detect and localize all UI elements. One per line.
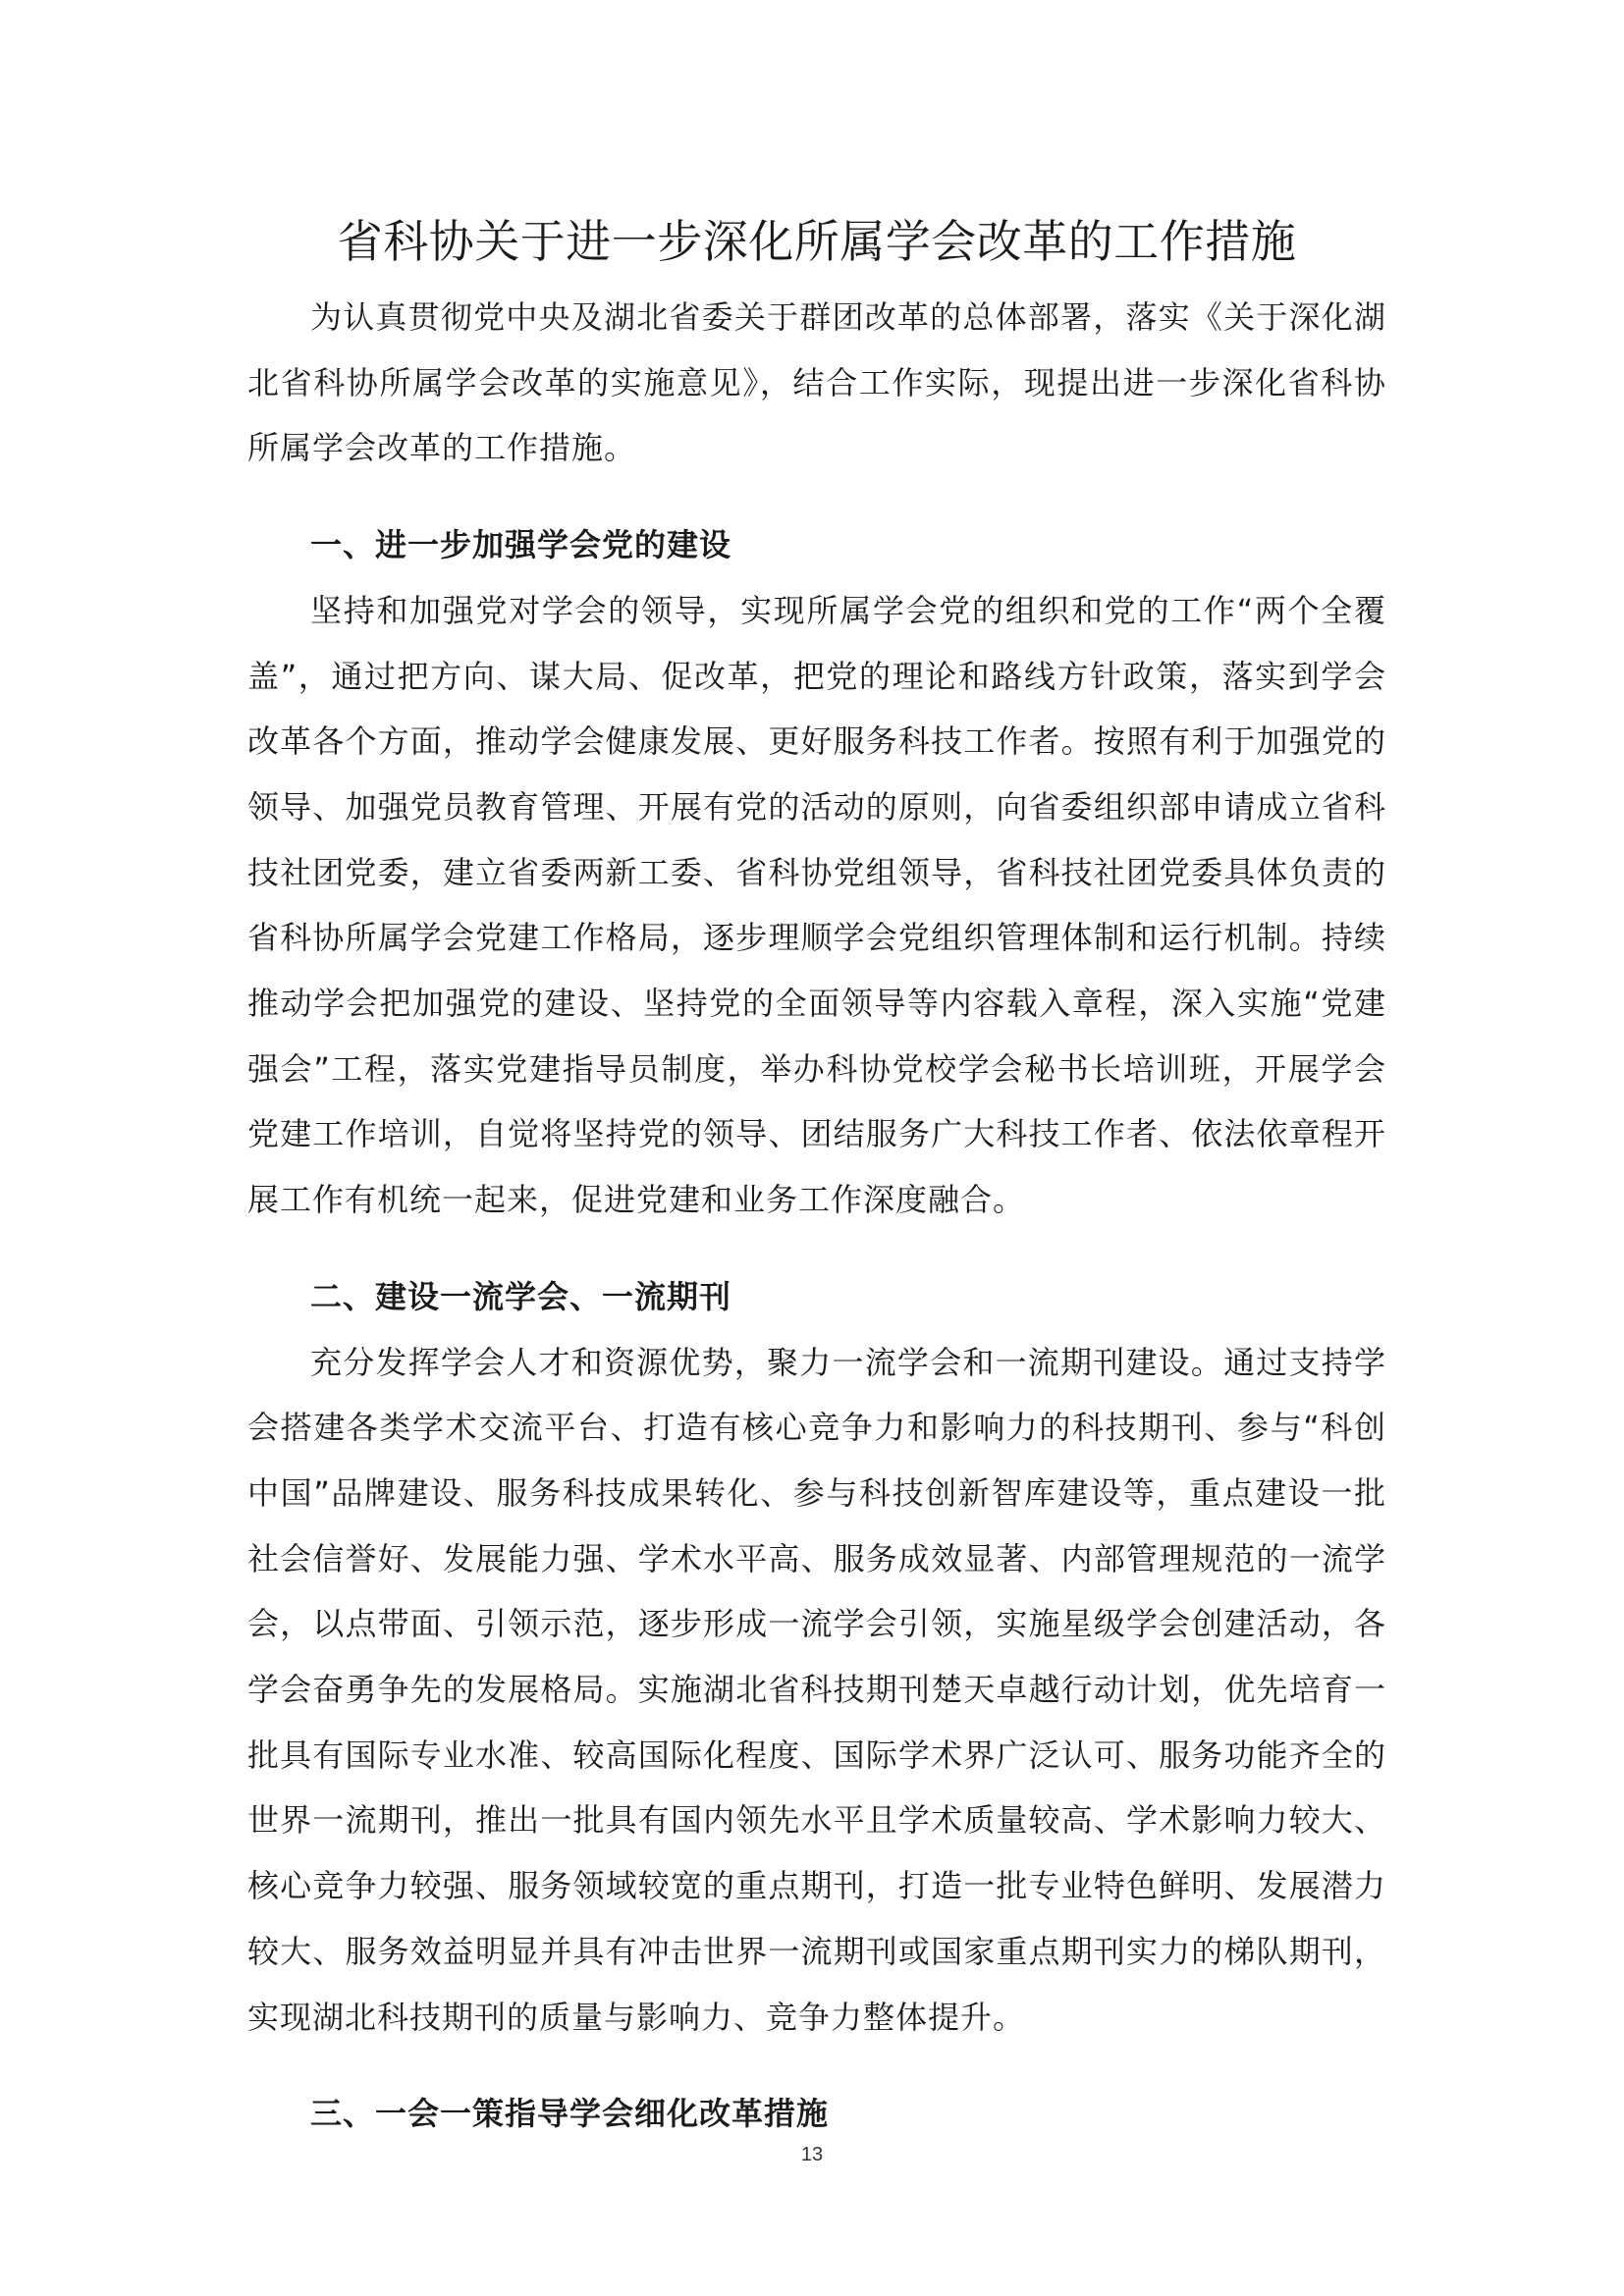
- section-heading-2: 二、建设一流学会、一流期刊: [310, 1277, 732, 1315]
- document-title: 省科协关于进一步深化所属学会改革的工作措施: [337, 215, 1297, 268]
- section-heading-1: 一、进一步加强学会党的建设: [310, 526, 732, 564]
- document-content: [247, 208, 1386, 2147]
- section-body-1: 坚持和加强党对学会的领导，实现所属学会党的组织和党的工作“两个全覆盖”，通过把方向、谋大局、促改革，把党的理论和路线方针政策，落实到学会改革各个方面，推动学会健康发展、更好服务科技工作者。按照有利于加强党的领导、加强党员教育管理、开展有党的活动的原则，向省委组织部申请成立省科技社团党委，建立省委两新工委、省科协党组领导，省科技社团党委具体负责的省科协所属学会党建工作格局，逐步理顺学会党组织管理体制和运行机制。持续推动学会把加强党的建设、坚持党的全面领导等内容载入章程，深入实施“党建强会”工程，落实党建指导员制度，举办科协党校学会秘书长培训班，开展学会党建工作培训，自觉将坚持党的领导、团结服务广大科技工作者、依法依章程开展工作有机统一起来，促进党建和业务工作深度融合。: [247, 591, 1386, 1219]
- section-heading-3: 三、一会一策指导学会细化改革措施: [310, 2095, 830, 2133]
- intro-paragraph: 为认真贯彻党中央及湖北省委关于群团改革的总体部署，落实《关于深化湖北省科协所属学会改革的实施意见》，结合工作实际，现提出进一步深化省科协所属学会改革的工作措施。: [247, 298, 1386, 467]
- page-number: 13: [800, 2144, 824, 2165]
- section-body-2: 充分发挥学会人才和资源优势，聚力一流学会和一流期刊建设。通过支持学会搭建各类学术交流平台、打造有核心竞争力和影响力的科技期刊、参与“科创中国”品牌建设、服务科技成果转化、参与科技创新智库建设等，重点建设一批社会信誉好、发展能力强、学术水平高、服务成效显著、内部管理规范的一流学会，以点带面、引领示范，逐步形成一流学会引领，实施星级学会创建活动，各学会奋勇争先的发展格局。实施湖北省科技期刊楚天卓越行动计划，优先培育一批具有国际专业水准、较高国际化程度、国际学术界广泛认可、服务功能齐全的世界一流期刊，推出一批具有国内领先水平且学术质量较高、学术影响力较大、核心竞争力较强、服务领域较宽的重点期刊，打造一批专业特色鲜明、发展潜力较大、服务效益明显并具有冲击世界一流期刊或国家重点期刊实力的梯队期刊，实现湖北科技期刊的质量与影响力、竞争力整体提升。: [247, 1343, 1386, 2036]
